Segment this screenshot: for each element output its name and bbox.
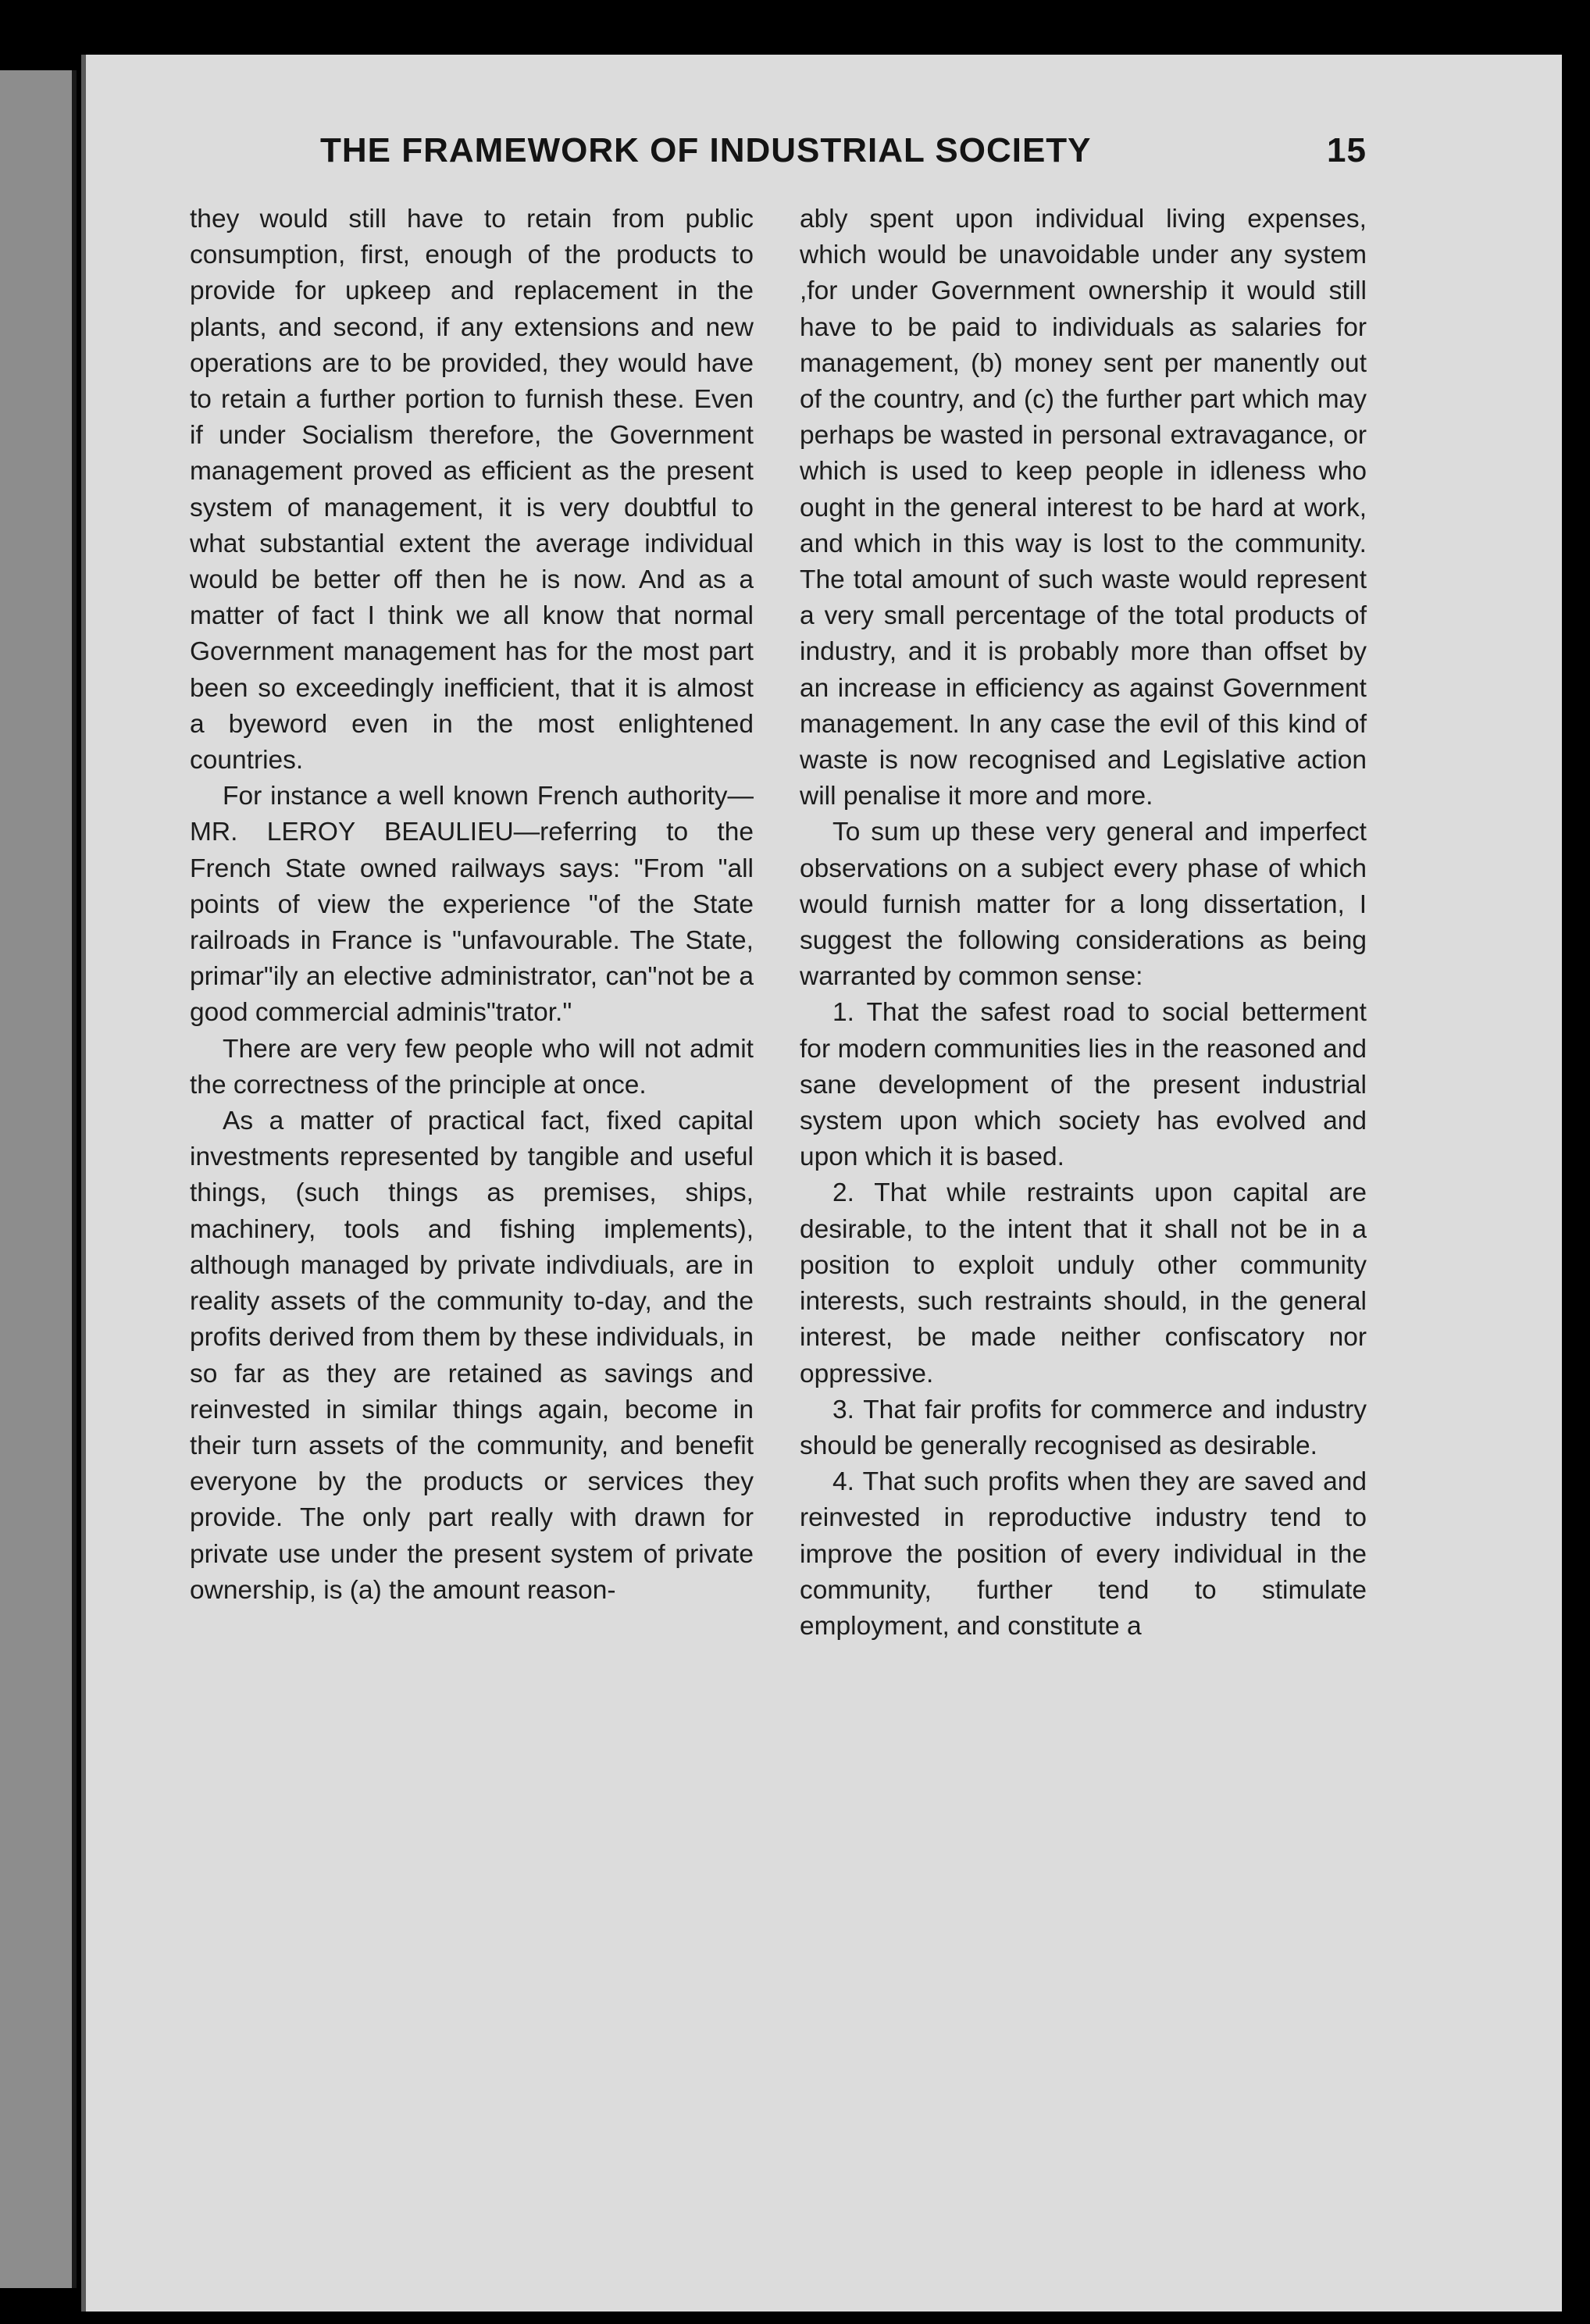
page-number: 15 <box>1327 131 1367 169</box>
numbered-point: 2. That while restraints upon capital are desirable, to the intent that it shall not be in a position to exploit unduly other community interests, such restraints should, in the general interest, be made neither confiscatory nor oppressive. <box>800 1178 1367 1388</box>
left-column <box>190 201 754 1609</box>
running-head <box>320 131 1367 194</box>
numbered-point: 3. That fair profits for commerce and industry should be generally recognised as desirable. <box>800 1395 1367 1460</box>
numbered-point: 4. That such profits when they are saved and reinvested in reproductive industry tend to improve the position of every individual in the community, further tend to stimulate employment, and constitute a <box>800 1467 1367 1641</box>
previous-page-edge <box>0 70 77 2288</box>
paragraph: ably spent upon individual living expenses, which would be unavoidable under any system ,for under Government ownership it would still have to be paid to individuals as salaries for management, (b) money sent per manently out of the country, and (c) the further part which may perhaps be wasted in personal extravagance, or which is used to keep people in idleness who ought in the general interest to be hard at work, and which in this way is lost to the community. The total amount of such waste would represent a very small percentage of the total products of industry, and it is probably more than offset by an increase in efficiency as against Government management. In any case the evil of this kind of waste is now recognised and Legislative action will penalise it more and more. <box>800 205 1367 811</box>
paragraph: For instance a well known French authority—MR. LEROY BEAULIEU—referring to the French State owned railways says: "From "all points of view the experience "of the State railroads in France is "unfavourable. The State, primar"ily an elective administrator, can"not be a good commercial adminis"trator." <box>190 782 754 1028</box>
paragraph: There are very few people who will not admit the correctness of the principle at once. <box>190 1034 754 1100</box>
paragraph: To sum up these very general and imperfect observations on a subject every phase of which would furnish matter for a long dissertation, I suggest the following considerations as being warranted by common sense: <box>800 818 1367 992</box>
paragraph: As a matter of practical fact, fixed capital investments represented by tangible and useful things, (such things as premises, ships, machinery, tools and fishing implements), although managed by private indivdiuals, are in reality assets of the community to-day, and the profits derived from them by these individuals, in so far as they are retained as savings and reinvested in similar things again, become in their turn assets of the community, and benefit everyone by the products or services they provide. The only part really with drawn for private use under the present system of private ownership, is (a) the amount reason- <box>190 1107 754 1605</box>
right-column <box>800 201 1367 1645</box>
running-title: THE FRAMEWORK OF INDUSTRIAL SOCIETY <box>320 131 1092 169</box>
paragraph: they would still have to retain from public consumption, first, enough of the products to provide for upkeep and replacement in the plants, and second, if any extensions and new operations are to be provided, they would have to retain a further portion to furnish these. Even if under Socialism therefore, the Government management proved as efficient as the present system of management, it is very doubtful to what substantial extent the average individual would be better off then he is now. And as a matter of fact I think we all know that normal Government management has for the most part been so exceedingly inefficient, that it is almost a byeword even in the most enlightened countries. <box>190 205 754 775</box>
numbered-point: 1. That the safest road to social betterment for modern communities lies in the reasoned and sane development of the present industrial system upon which society has evolved and upon which it is based. <box>800 998 1367 1172</box>
